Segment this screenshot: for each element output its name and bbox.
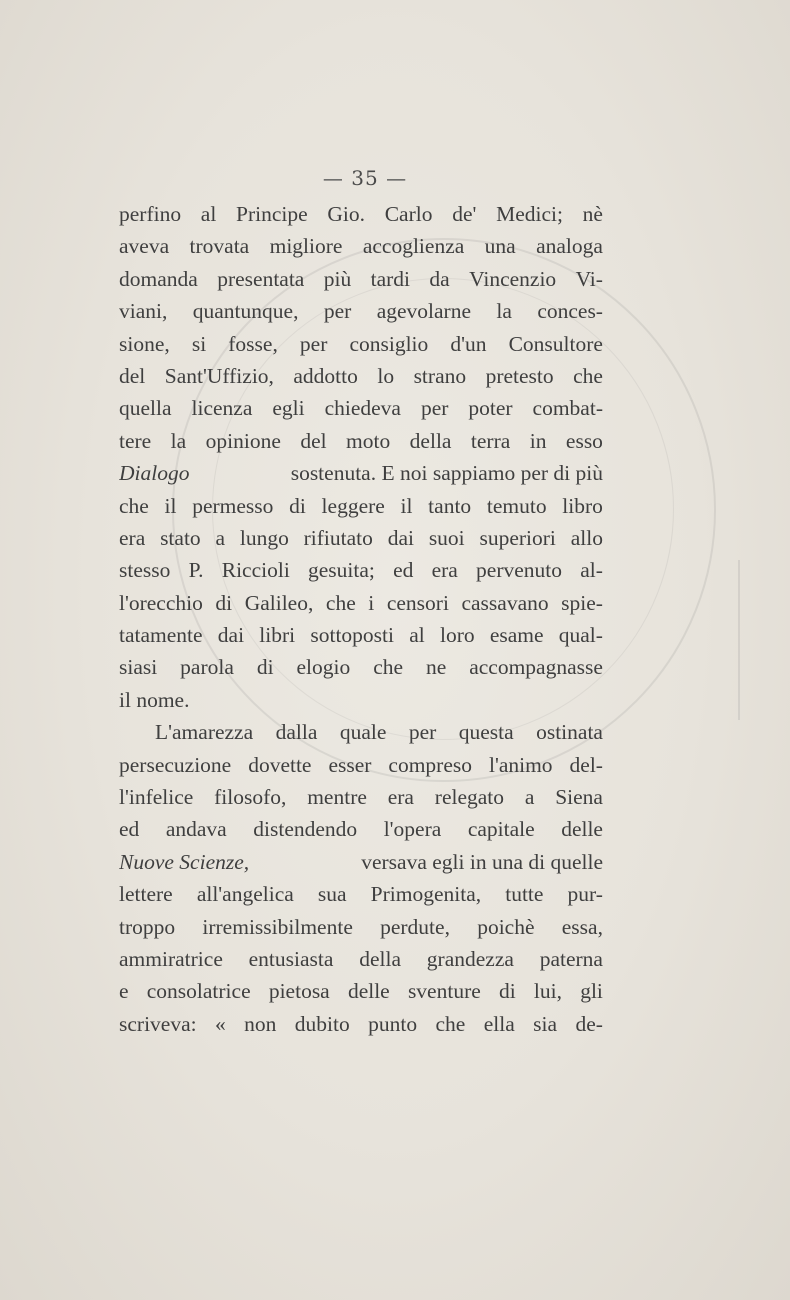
- word: Primogenita,: [370, 882, 482, 907]
- word: presentata: [217, 266, 305, 291]
- word: dalla: [275, 720, 318, 745]
- text-line: [119, 425, 603, 457]
- word: quella: [119, 396, 172, 421]
- word: entusiasta: [248, 946, 334, 971]
- page-number: — 35 —: [322, 166, 408, 190]
- word: Galileo,: [244, 590, 314, 615]
- word: migliore: [269, 234, 343, 259]
- word: Principe: [236, 202, 308, 226]
- word: perfino: [119, 202, 182, 226]
- word: andava: [165, 817, 227, 842]
- word: consolatrice: [146, 979, 251, 1004]
- text-line: [119, 651, 603, 683]
- word: in: [529, 428, 547, 453]
- word: al: [200, 202, 217, 226]
- word: della: [409, 428, 452, 453]
- word: di: [289, 493, 306, 518]
- word: l'animo: [488, 752, 553, 777]
- word: lettere: [119, 882, 173, 907]
- word: sia: [533, 1011, 558, 1036]
- text-line: [119, 328, 603, 360]
- page-crease: [738, 560, 740, 720]
- word: il: [400, 493, 413, 518]
- word: fosse,: [228, 331, 278, 356]
- word: censori: [386, 590, 449, 615]
- word: sua: [317, 882, 347, 907]
- word: temuto: [486, 493, 547, 518]
- word: era: [387, 785, 414, 810]
- word: a: [524, 785, 535, 810]
- word: aveva: [119, 234, 170, 259]
- word: «: [215, 1011, 226, 1036]
- word: si: [191, 331, 207, 356]
- word: ostinata: [536, 720, 603, 745]
- word: de': [452, 202, 477, 226]
- word: siasi: [119, 655, 158, 680]
- word: egli: [272, 396, 305, 421]
- word: a: [215, 525, 226, 550]
- word: opinione: [205, 428, 281, 453]
- word: perdute,: [380, 914, 450, 939]
- text-line: [119, 522, 603, 554]
- word: grandezza: [426, 946, 514, 971]
- word: dai: [217, 623, 245, 648]
- word: compreso: [388, 752, 472, 777]
- word: tere: [119, 428, 152, 453]
- word: di: [215, 590, 233, 615]
- text-line: [119, 263, 603, 295]
- word: P.: [188, 558, 204, 583]
- word: viani,: [119, 299, 168, 324]
- word: d'un: [450, 331, 487, 356]
- word: era: [431, 558, 458, 583]
- word: tutte: [505, 882, 544, 907]
- text-line: [119, 943, 603, 975]
- word: i: [368, 590, 375, 615]
- word: mentre: [307, 785, 367, 810]
- word: combat-: [532, 396, 603, 421]
- word: sione,: [119, 331, 170, 356]
- word: ammiratrice: [119, 946, 223, 971]
- text-segment: sostenuta. E noi sappiamo per di più: [290, 461, 603, 486]
- word: da: [429, 266, 450, 291]
- word: Riccioli: [221, 558, 290, 583]
- word: Gio.: [327, 202, 366, 226]
- word: domanda: [119, 266, 198, 291]
- word: il: [164, 493, 177, 518]
- word: libri: [259, 623, 296, 648]
- word: de-: [575, 1011, 603, 1036]
- word: una: [484, 234, 516, 259]
- word: irremissibilmente: [202, 914, 353, 939]
- word: essa,: [561, 914, 603, 939]
- text-segment: versava egli in una di quelle: [361, 849, 603, 874]
- word: Vi-: [575, 266, 603, 291]
- word: consiglio: [349, 331, 429, 356]
- word: all'angelica: [196, 882, 294, 907]
- word: pur-: [567, 882, 603, 907]
- word: l'infelice: [119, 785, 194, 810]
- word: pervenuto: [476, 558, 563, 583]
- text-line: [119, 295, 603, 327]
- word: stesso: [119, 558, 171, 583]
- word: persecuzione: [119, 752, 232, 777]
- word: dovette: [248, 752, 312, 777]
- word: questa: [458, 720, 514, 745]
- word: delle: [347, 979, 390, 1004]
- text-line: [119, 198, 603, 230]
- word: Siena: [555, 785, 603, 810]
- word: ed: [393, 558, 414, 583]
- word: per: [323, 299, 352, 324]
- word: capitale: [467, 817, 535, 842]
- word: agevolarne: [376, 299, 471, 324]
- word: paterna: [539, 946, 603, 971]
- word: che: [119, 493, 149, 518]
- word: cassavano: [461, 590, 549, 615]
- word: che: [435, 1011, 466, 1036]
- word: rifiutato: [303, 525, 373, 550]
- word: pretesto: [485, 363, 554, 388]
- word: qual-: [558, 623, 603, 648]
- word: distendendo: [253, 817, 358, 842]
- word: del: [119, 363, 146, 388]
- word: troppo: [119, 914, 176, 939]
- text-line: [119, 360, 603, 392]
- text-line: [119, 490, 603, 522]
- text-line: [119, 911, 603, 943]
- word: parola: [180, 655, 234, 680]
- word: che: [373, 655, 404, 680]
- text-line: [119, 878, 603, 910]
- word: chiedeva: [324, 396, 401, 421]
- text-line: [119, 587, 603, 619]
- word: punto: [368, 1011, 418, 1036]
- word: suoi: [428, 525, 465, 550]
- word: lungo: [239, 525, 289, 550]
- word: per: [408, 720, 437, 745]
- text-line: [119, 813, 603, 845]
- text-line: [119, 554, 603, 586]
- word: ella: [483, 1011, 515, 1036]
- word: di: [256, 655, 274, 680]
- word: strano: [413, 363, 467, 388]
- word: delle: [561, 817, 603, 842]
- word: dubito: [294, 1011, 350, 1036]
- text-line-with-italic: [119, 457, 603, 489]
- word: della: [359, 946, 402, 971]
- word: tanto: [428, 493, 472, 518]
- word: al: [409, 623, 425, 648]
- word: accoglienza: [362, 234, 465, 259]
- word: loro: [439, 623, 475, 648]
- word: quantunque,: [192, 299, 299, 324]
- word: esso: [565, 428, 603, 453]
- text-line: [119, 392, 603, 424]
- text-line: [119, 975, 603, 1007]
- word: allo: [570, 525, 603, 550]
- word: leggere: [321, 493, 385, 518]
- text-line: il nome.: [119, 687, 190, 712]
- word: sventure: [407, 979, 481, 1004]
- word: Vincenzio: [469, 266, 557, 291]
- word: era: [119, 525, 146, 550]
- word: permesso: [192, 493, 274, 518]
- word: tatamente: [119, 623, 203, 648]
- word: trovata: [189, 234, 250, 259]
- word: per: [420, 396, 449, 421]
- word: non: [244, 1011, 277, 1036]
- word: al-: [580, 558, 603, 583]
- word: esser: [328, 752, 372, 777]
- word: e: [119, 979, 129, 1004]
- word: scriveva:: [119, 1011, 197, 1036]
- word: terra: [470, 428, 511, 453]
- word: Sant'Uffizio,: [164, 363, 274, 388]
- word: più: [323, 266, 352, 291]
- word: moto: [346, 428, 391, 453]
- word: poter: [468, 396, 513, 421]
- word: dai: [387, 525, 414, 550]
- word: l'orecchio: [119, 590, 203, 615]
- body-text: [119, 198, 603, 1040]
- word: del: [300, 428, 327, 453]
- word: lui,: [533, 979, 562, 1004]
- word: la: [170, 428, 187, 453]
- word: analoga: [536, 234, 603, 259]
- text-line: [119, 781, 603, 813]
- italic-title: Nuove Scienze,: [119, 849, 250, 874]
- text-line: [119, 716, 603, 748]
- word: tardi: [370, 266, 411, 291]
- text-line: [119, 749, 603, 781]
- word: l'opera: [383, 817, 442, 842]
- word: ed: [119, 817, 140, 842]
- text-line: [119, 230, 603, 262]
- word: conces-: [537, 299, 603, 324]
- word: spie-: [561, 590, 603, 615]
- word: ne: [425, 655, 447, 680]
- word: quale: [339, 720, 387, 745]
- text-line-with-italic: [119, 846, 603, 878]
- word: poichè: [477, 914, 535, 939]
- word: che: [325, 590, 356, 615]
- word: Medici;: [496, 202, 563, 226]
- word: la: [496, 299, 512, 324]
- word: Carlo: [384, 202, 433, 226]
- word: lo: [377, 363, 395, 388]
- word: filosofo,: [214, 785, 287, 810]
- italic-title: Dialogo: [119, 461, 190, 486]
- word: sottoposti: [310, 623, 394, 648]
- word: L'amarezza: [155, 720, 254, 745]
- word: elogio: [296, 655, 351, 680]
- word: di: [498, 979, 516, 1004]
- word: gesuita;: [308, 558, 375, 583]
- word: gli: [580, 979, 603, 1004]
- word: per: [299, 331, 328, 356]
- word: stato: [160, 525, 201, 550]
- word: Consultore: [508, 331, 603, 356]
- word: nè: [582, 202, 603, 226]
- text-line: [119, 619, 603, 651]
- word: del-: [569, 752, 603, 777]
- word: accompagnasse: [469, 655, 603, 680]
- word: libro: [562, 493, 603, 518]
- word: addotto: [293, 363, 358, 388]
- word: relegato: [434, 785, 505, 810]
- word: pietosa: [268, 979, 330, 1004]
- word: che: [573, 363, 603, 388]
- word: superiori: [479, 525, 556, 550]
- word: esame: [489, 623, 544, 648]
- text-line: [119, 1008, 603, 1040]
- word: licenza: [191, 396, 253, 421]
